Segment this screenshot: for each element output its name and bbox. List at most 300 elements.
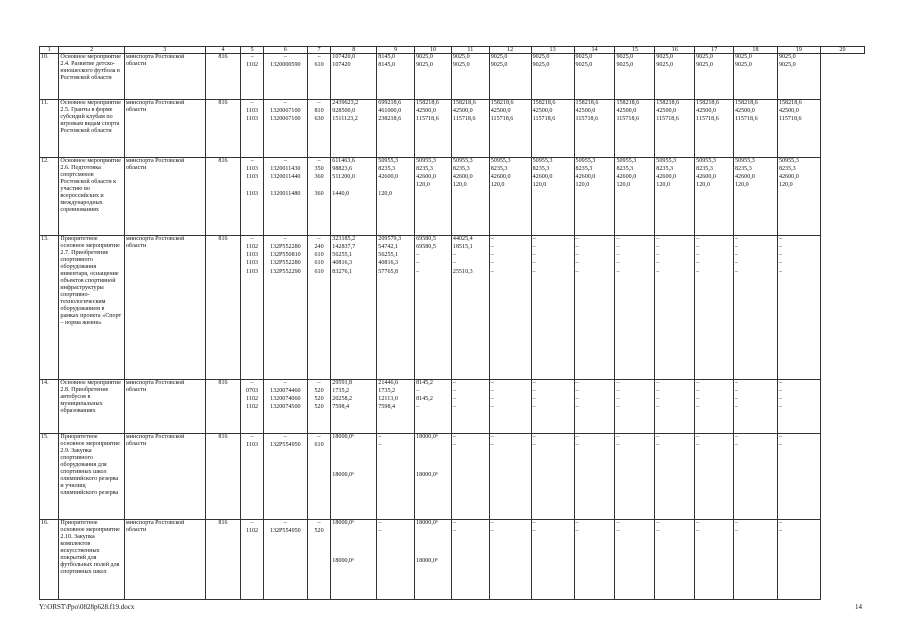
cell-line: – (696, 396, 700, 402)
cell-line: – (696, 528, 700, 534)
value-cell (241, 520, 263, 600)
cell-line: – (778, 434, 782, 440)
cell-line: 115718,6 (735, 116, 758, 122)
cell-line: – (656, 380, 660, 386)
cell-line: – (616, 434, 620, 440)
cell-line: 50955,3 (490, 158, 511, 164)
cell-line: 9025,0 (735, 62, 752, 68)
measure-name-cell: Приоритетное основное мероприятие 2.7. Приобретение спортивного оборудования инвентаря, оснащение объектов спортивной инфраструктуры спортивно-технологическим оборудованием в рамках проекта «Спорт – норма жизни» (59, 236, 124, 380)
cell-line: 115718,6 (656, 116, 679, 122)
cell-line: – (696, 236, 700, 242)
cell-line: – (616, 388, 620, 394)
cell-line: – (452, 260, 456, 266)
cell-line: 2439623,2 (332, 100, 359, 106)
cell-line: – (378, 528, 382, 534)
cell-line: 42600,0 (616, 174, 637, 180)
value-cell (307, 236, 331, 380)
value-cell (489, 520, 531, 600)
value-cell (695, 380, 734, 434)
cell-line: 699218,6 (378, 100, 402, 106)
cell-line: – (490, 260, 494, 266)
col-header: 5 (241, 47, 263, 54)
cell-line: – (696, 434, 700, 440)
cell-line: 1735,2 (332, 388, 350, 394)
value-cell (263, 380, 307, 434)
cell-line: – (416, 252, 420, 258)
cell-line: – (735, 260, 739, 266)
value-cell (331, 520, 377, 600)
cell-line: – (490, 520, 494, 526)
value-cell (489, 100, 531, 158)
value-cell (263, 158, 307, 236)
cell-line: 120,0 (452, 182, 467, 188)
cell-line: 1511123,2 (332, 116, 358, 122)
cell-line: – (283, 434, 287, 440)
value-cell (615, 434, 655, 520)
row-number-cell: 14. (40, 380, 59, 434)
col-header: 20 (820, 47, 864, 54)
executor-cell: минспорта Ростовской области (124, 54, 205, 100)
cell-line: 120,0 (416, 182, 430, 188)
measure-name-cell: Приоритетное основное мероприятие 2.10. Закупка комплектов искусственных покрытий для футбольных полей для спортивных школ (59, 520, 124, 600)
cell-line: – (696, 244, 700, 250)
value-cell (734, 434, 778, 520)
grbs-cell: 816 (205, 100, 241, 158)
cell-line: 1103 (246, 166, 259, 172)
value-cell (655, 236, 695, 380)
value-cell (451, 434, 489, 520)
cell-line: 42600,0 (696, 174, 716, 180)
value-cell (241, 100, 263, 158)
cell-line: 1103 (246, 116, 259, 122)
cell-line: 9025,0 (696, 54, 713, 60)
cell-line: 9025,0 (452, 54, 470, 60)
cell-line: 8235,3 (532, 166, 550, 172)
value-cell (241, 54, 263, 100)
col-header: 12 (489, 47, 531, 54)
cell-line: 0703 (246, 388, 259, 394)
col-header: 18 (734, 47, 778, 54)
cell-line: 158218,6 (416, 100, 439, 106)
cell-line: 1320067100 (270, 116, 301, 122)
cell-line: 132P552280 (269, 244, 301, 250)
cell-line: 29591,8 (332, 380, 353, 386)
cell-line: – (575, 442, 579, 448)
cell-line: 1103 (246, 174, 259, 180)
value-cell (451, 380, 489, 434)
cell-line: – (250, 380, 254, 386)
table-row (40, 158, 865, 236)
cell-line: 42500,0 (656, 108, 677, 114)
value-cell (489, 158, 531, 236)
measure-name-cell: Приоритетное основное мероприятие 2.9. Закупка спортивного оборудования для спортивных школ олимпийского резерва и училищ олимпийского резерва (59, 434, 124, 520)
col-header: 17 (695, 47, 734, 54)
value-cell (451, 100, 489, 158)
cell-line: 42500,0 (452, 108, 473, 114)
value-cell (415, 54, 452, 100)
cell-line: – (452, 396, 456, 402)
cell-line: – (532, 380, 536, 386)
cell-line: – (735, 396, 739, 402)
cell-line: 115718,6 (416, 116, 439, 122)
cell-line: – (696, 260, 700, 266)
cell-line: 610 (314, 62, 324, 68)
value-cell (655, 434, 695, 520)
cell-line: 50955,3 (735, 158, 755, 164)
cell-line: 42500,0 (696, 108, 716, 114)
document-file-path: Y:\ORST\Ppo\0828p628.f19.docx (39, 603, 135, 611)
cell-line: – (575, 269, 579, 275)
table-row (40, 54, 865, 100)
cell-line: 158218,6 (778, 100, 802, 106)
cell-line: 98823,6 (332, 166, 353, 172)
cell-line: 9025,0 (616, 54, 634, 60)
cell-line: 158218,6 (532, 100, 556, 106)
cell-line: – (317, 236, 321, 242)
cell-line: – (490, 442, 494, 448)
cell-line: 240 (314, 244, 324, 250)
measure-name-cell: Основное мероприятие 2.5. Гранты в форме субсидий клубам по игровым видам спорта Ростовской области (59, 100, 124, 158)
value-cell (574, 236, 615, 380)
table-row (40, 100, 865, 158)
cell-line: 44025,4 (452, 236, 473, 242)
cell-line: 18000,0⁶ (332, 434, 355, 440)
cell-line: – (778, 520, 782, 526)
cell-line: 8235,3 (696, 166, 713, 172)
cell-line: – (283, 100, 287, 106)
cell-line: – (778, 388, 782, 394)
value-cell (241, 158, 263, 236)
cell-line: – (616, 404, 620, 410)
cell-line: 9025,0 (656, 54, 674, 60)
cell-line: – (416, 260, 420, 266)
value-cell (331, 380, 377, 434)
cell-line: – (283, 380, 287, 386)
column-numbers-row (40, 47, 865, 54)
cell-line: 107420 (332, 62, 351, 68)
value-cell (241, 434, 263, 520)
cell-line: 107420,0 (332, 54, 356, 60)
cell-line: – (616, 520, 620, 526)
value-cell (377, 380, 415, 434)
value-cell (695, 54, 734, 100)
value-cell (451, 236, 489, 380)
cell-line: – (532, 252, 536, 258)
value-cell (734, 380, 778, 434)
cell-line: 810 (314, 108, 324, 114)
cell-line: 323185,2 (332, 236, 356, 242)
cell-line: – (735, 434, 739, 440)
cell-line: 520 (314, 528, 324, 534)
cell-line: 9025,0 (778, 62, 796, 68)
cell-line: 83276,1 (332, 269, 353, 275)
cell-line: – (778, 404, 782, 410)
cell-line: 21446,6 (378, 380, 399, 386)
value-cell (655, 54, 695, 100)
cell-line: 209579,3 (378, 236, 402, 242)
cell-line: 115718,6 (575, 116, 599, 122)
col-header: 2 (59, 47, 124, 54)
budget-table-sheet (39, 46, 865, 600)
value-cell (263, 100, 307, 158)
cell-line: – (378, 434, 382, 440)
col-header: 7 (307, 47, 331, 54)
cell-line: 115718,6 (452, 116, 476, 122)
row-number-cell: 12. (40, 158, 59, 236)
value-cell (655, 520, 695, 600)
cell-line: 50955,3 (378, 158, 399, 164)
cell-line: 42600,0 (452, 174, 473, 180)
page-number: 14 (855, 603, 862, 611)
cell-line: 9025,0 (735, 54, 752, 60)
value-cell (307, 158, 331, 236)
cell-line: 50955,3 (616, 158, 637, 164)
value-cell (615, 380, 655, 434)
cell-line: 158218,6 (616, 100, 640, 106)
cell-line: 42500,0 (575, 108, 596, 114)
cell-line: 20258,2 (332, 396, 353, 402)
value-cell (377, 434, 415, 520)
cell-line: 9025,0 (778, 54, 796, 60)
table-row (40, 380, 865, 434)
cell-line: 115718,6 (778, 116, 802, 122)
cell-line: 132P554950 (269, 442, 301, 448)
cell-line: 120,0 (778, 182, 793, 188)
cell-line: – (250, 100, 254, 106)
col-header: 9 (377, 47, 415, 54)
cell-line: – (250, 54, 254, 60)
cell-line: 520 (314, 396, 324, 402)
cell-line: 9025,0 (416, 54, 433, 60)
cell-line: – (616, 442, 620, 448)
cell-line: 50955,3 (696, 158, 716, 164)
cell-line: – (575, 434, 579, 440)
cell-line: 115718,6 (532, 116, 556, 122)
cell-line: 1320011430 (270, 166, 301, 172)
value-cell (574, 54, 615, 100)
value-cell (307, 380, 331, 434)
cell-line: 8235,3 (616, 166, 634, 172)
cell-line: 8235,3 (778, 166, 796, 172)
measure-name-cell: Основное мероприятие 2.6. Подготовка спортсменов Ростовской области к участию во всероссийских и международных соревнованиях (59, 158, 124, 236)
cell-line: 158218,6 (696, 100, 720, 106)
table-body (40, 47, 865, 600)
cell-line: – (735, 236, 739, 242)
cell-line: – (656, 404, 660, 410)
cell-line: 9025,0 (575, 54, 593, 60)
value-cell (615, 236, 655, 380)
cell-line: – (778, 260, 782, 266)
cell-line: – (452, 380, 456, 386)
cell-line: 350 (314, 166, 324, 172)
cell-line: – (452, 388, 456, 394)
cell-line: 8235,3 (452, 166, 470, 172)
cell-line: – (616, 236, 620, 242)
cell-line: 360 (314, 191, 324, 197)
value-cell (263, 434, 307, 520)
cell-line: 238218,6 (378, 116, 402, 122)
cell-line: 50955,3 (452, 158, 473, 164)
value-cell (377, 520, 415, 600)
cell-line: – (250, 434, 254, 440)
cell-line: – (696, 442, 700, 448)
measure-name-cell: Основное мероприятие 2.8. Приобретение автобусов в муниципальных образованиях (59, 380, 124, 434)
cell-line: – (490, 269, 494, 275)
grbs-cell: 816 (205, 380, 241, 434)
cell-line: 520 (314, 388, 324, 394)
cell-line: – (452, 442, 456, 448)
cell-line: – (656, 260, 660, 266)
cell-line: – (616, 396, 620, 402)
value-cell (307, 434, 331, 520)
cell-line: 7598,4 (378, 404, 396, 410)
cell-line: 18000,0⁶ (416, 558, 439, 564)
cell-line: 12113,0 (378, 396, 398, 402)
cell-line: 132P550810 (269, 252, 301, 258)
value-cell (574, 434, 615, 520)
cell-line: 142837,7 (332, 244, 356, 250)
value-cell (307, 100, 331, 158)
cell-line: 9025,0 (616, 62, 634, 68)
cell-line: 9025,0 (416, 62, 433, 68)
grbs-cell: 816 (205, 520, 241, 600)
table-row (40, 434, 865, 520)
value-cell (331, 434, 377, 520)
cell-line: – (616, 260, 620, 266)
cell-line: – (490, 380, 494, 386)
cell-line: 1320074060 (270, 396, 301, 402)
cell-line: – (778, 236, 782, 242)
cell-line: 1320011480 (270, 191, 301, 197)
value-cell (451, 158, 489, 236)
cell-line: 50955,3 (575, 158, 596, 164)
cell-line: – (532, 260, 536, 266)
cell-line: – (317, 100, 321, 106)
cell-line: – (616, 380, 620, 386)
value-cell (777, 236, 820, 380)
cell-line: – (378, 442, 382, 448)
cell-line: 1440,0 (332, 191, 350, 197)
cell-line: – (735, 252, 739, 258)
cell-line: – (416, 404, 420, 410)
cell-line: 1103 (246, 108, 259, 114)
executor-cell: минспорта Ростовской области (124, 520, 205, 600)
value-cell (531, 520, 574, 600)
cell-line: 42500,0 (532, 108, 553, 114)
cell-line: 8235,3 (735, 166, 752, 172)
cell-line: – (735, 269, 739, 275)
cell-line: 9025,0 (532, 62, 550, 68)
grbs-cell: 816 (205, 54, 241, 100)
value-cell (331, 54, 377, 100)
cell-line: – (778, 252, 782, 258)
executor-cell: минспорта Ростовской области (124, 236, 205, 380)
cell-line: – (616, 269, 620, 275)
cell-line: 120,0 (575, 182, 590, 188)
cell-line: 42500,0 (778, 108, 799, 114)
cell-line: – (696, 404, 700, 410)
value-cell (777, 100, 820, 158)
value-cell (263, 520, 307, 600)
cell-line: – (696, 520, 700, 526)
cell-line: 120,0 (532, 182, 547, 188)
cell-line: 158218,6 (735, 100, 758, 106)
cell-line: – (532, 396, 536, 402)
cell-line: 42600,0 (656, 174, 677, 180)
cell-line: 1102 (246, 244, 259, 250)
value-cell (734, 236, 778, 380)
cell-line: – (490, 434, 494, 440)
measure-name-cell: Основное мероприятие 2.4. Развитие детско-юношеского футбола в Ростовской области (59, 54, 124, 100)
executor-cell: минспорта Ростовской области (124, 380, 205, 434)
cell-line: – (656, 236, 660, 242)
cell-line: 1320011440 (270, 174, 301, 180)
cell-line: – (317, 380, 321, 386)
cell-line: 115718,6 (616, 116, 640, 122)
cell-line: 18000,0⁶ (416, 520, 439, 526)
cell-line: 42600,0 (490, 174, 511, 180)
cell-line: 610 (314, 260, 324, 266)
col-header: 8 (331, 47, 377, 54)
cell-line: 1320000590 (270, 62, 301, 68)
cell-line: – (317, 54, 321, 60)
cell-line: 42600,0 (532, 174, 553, 180)
cell-line: – (735, 244, 739, 250)
cell-line: – (575, 260, 579, 266)
value-cell (331, 236, 377, 380)
cell-line: 120,0 (378, 191, 393, 197)
cell-line: – (616, 244, 620, 250)
grbs-cell: 816 (205, 434, 241, 520)
cell-line: – (283, 236, 287, 242)
cell-line: 8145,2 (416, 380, 433, 386)
row-number-cell: 16. (40, 520, 59, 600)
cell-line: – (778, 396, 782, 402)
cell-line: 57765,8 (378, 269, 399, 275)
cell-line: 42600,0 (735, 174, 755, 180)
cell-line: – (490, 252, 494, 258)
value-cell (574, 100, 615, 158)
cell-line: – (452, 528, 456, 534)
col-header: 4 (205, 47, 241, 54)
cell-line: 9025,0 (490, 62, 508, 68)
value-cell (655, 380, 695, 434)
cell-line: – (778, 380, 782, 386)
cell-line: – (696, 380, 700, 386)
grbs-cell: 816 (205, 158, 241, 236)
cell-line: 1103 (246, 269, 259, 275)
cell-line: – (317, 158, 321, 164)
cell-line: 56255,1 (332, 252, 353, 258)
cell-line: 610 (314, 252, 324, 258)
value-cell (655, 158, 695, 236)
value-cell (531, 434, 574, 520)
cell-line: – (532, 269, 536, 275)
cell-line: 1320074500 (270, 404, 301, 410)
cell-line: – (575, 520, 579, 526)
value-cell (415, 158, 452, 236)
value-cell (415, 236, 452, 380)
cell-line: 120,0 (490, 182, 505, 188)
value-cell (615, 54, 655, 100)
cell-line: – (778, 269, 782, 275)
cell-line: – (656, 434, 660, 440)
value-cell (415, 434, 452, 520)
cell-line: 8145,0 (378, 62, 396, 68)
cell-line: 8235,3 (575, 166, 593, 172)
cell-line: 42600,0 (778, 174, 799, 180)
col-header: 15 (615, 47, 655, 54)
